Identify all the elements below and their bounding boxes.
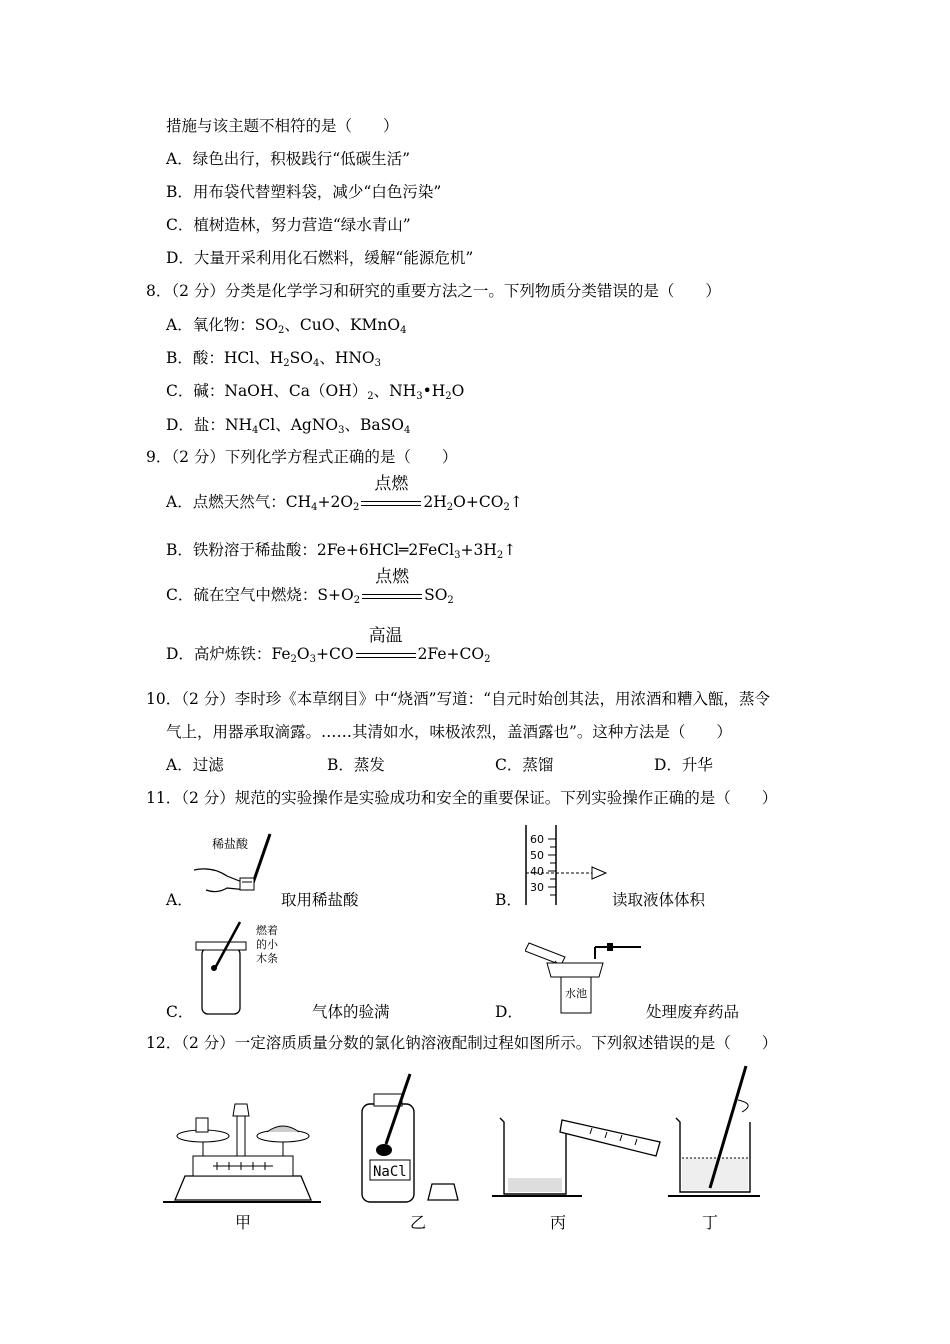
step-label-ding: 丁 bbox=[702, 1213, 719, 1232]
q9-stem: 9．（2 分）下列化学方程式正确的是（ ） bbox=[146, 448, 458, 466]
splint-label-line3: 木条 bbox=[256, 952, 278, 965]
q8-option-b: B．酸：HCl、$H_2SO_4$、$HNO_3$ bbox=[166, 349, 381, 369]
q7-stem-tail: 措施与该主题不相符的是（ ） bbox=[166, 117, 399, 135]
gas-bottle-with-splint-image bbox=[192, 920, 302, 1018]
q10-option-c: C．蒸馏 bbox=[495, 756, 554, 774]
q10-stem-line2: 气上，用器承取滴露。……其清如水，味极浓烈，盖酒露也”。这种方法是（ ） bbox=[166, 723, 732, 741]
q7-option-b: B．用布袋代替塑料袋，减少“白色污染” bbox=[166, 183, 442, 201]
q7-option-d: D．大量开采利用化石燃料，缓解“能源危机” bbox=[166, 249, 474, 267]
q8-option-d: D．盐：$NH_4Cl$、AgNO$_3$、BaSO$_4$ bbox=[166, 416, 411, 436]
q11-option-b-letter: B． bbox=[495, 891, 522, 909]
q7-option-a: A．绿色出行，积极践行“低碳生活” bbox=[166, 150, 411, 168]
q11-option-d-letter: D． bbox=[495, 1003, 523, 1021]
q10-option-d: D．升华 bbox=[654, 756, 713, 774]
dropper-with-hand-image bbox=[192, 828, 282, 900]
dilute-hcl-label: 稀盐酸 bbox=[212, 837, 249, 851]
q11-option-d-caption: 处理废弃药品 bbox=[646, 1003, 740, 1021]
pouring-water-image bbox=[492, 1090, 672, 1200]
sink-label: 水池 bbox=[565, 987, 587, 1000]
nacl-label: NaCl bbox=[373, 1164, 407, 1180]
q11-option-c-letter: C． bbox=[166, 1003, 194, 1021]
scale-30: 30 bbox=[530, 881, 544, 894]
q8-option-d-content: $NH_4Cl$、AgNO$_3$、BaSO$_4$ bbox=[224, 416, 411, 436]
scale-60: 60 bbox=[530, 833, 544, 846]
q11-stem: 11．（2 分）规范的实验操作是实验成功和安全的重要保证。下列实验操作正确的是（ ） bbox=[146, 789, 778, 807]
q11-option-a-caption: 取用稀盐酸 bbox=[281, 891, 359, 909]
q11-option-c-caption: 气体的验满 bbox=[312, 1003, 390, 1021]
nacl-reagent-jar-image bbox=[352, 1072, 472, 1206]
q8-option-c-content: NaOH、$Ca(OH)_2$、$NH_3•H_2O$ bbox=[224, 382, 465, 402]
q8-option-c: C．碱：NaOH、$Ca(OH)_2$、$NH_3•H_2O$ bbox=[166, 382, 465, 402]
reaction-condition-arrow: 点燃 bbox=[362, 589, 422, 603]
q8-option-a: A．氧化物：$SO_2$、CuO、KMnO$_4$ bbox=[166, 316, 407, 336]
q10-stem-line1: 10．（2 分）李时珍《本草纲目》中“烧酒”写道：“自元时始创其法，用浓酒和糟入甑，蒸令 bbox=[146, 690, 771, 708]
q9-option-c: C．硫在空气中燃烧：$S+O_2$ 点燃 $SO_2$ bbox=[166, 567, 454, 606]
q8-option-a-content: $SO_2$、CuO、KMnO$_4$ bbox=[254, 316, 407, 336]
q9-option-b: B．铁粉溶于稀盐酸：$2Fe+6HCl═2FeCl_3+3H_2↑$ bbox=[166, 541, 517, 561]
q7-option-c: C．植树造林，努力营造“绿水青山” bbox=[166, 216, 411, 234]
q9-option-d: D．高炉炼铁：$Fe_2O_3+CO$ 高温 $2Fe+CO_2$ bbox=[166, 626, 491, 665]
q12-stem: 12．（2 分）一定溶质质量分数的氯化钠溶液配制过程如图所示。下列叙述错误的是（ ） bbox=[146, 1034, 778, 1052]
q8-option-b-content: HCl、$H_2SO_4$、$HNO_3$ bbox=[223, 349, 381, 369]
q11-option-a-letter: A． bbox=[166, 891, 193, 909]
q8-stem: 8．（2 分）分类是化学学习和研究的重要方法之一。下列物质分类错误的是（ ） bbox=[146, 282, 721, 300]
stirring-beaker-image bbox=[668, 1064, 768, 1204]
balance-scale-image bbox=[163, 1070, 323, 1206]
step-label-yi: 乙 bbox=[410, 1213, 427, 1232]
q10-option-b: B．蒸发 bbox=[327, 756, 385, 774]
q9-option-a: A．点燃天然气：$CH_4+2O_2$ 点燃 $2H_2O+CO_2↑$ bbox=[166, 474, 523, 513]
graduated-cylinder-image bbox=[522, 825, 612, 905]
splint-label-line2: 的小 bbox=[256, 938, 278, 951]
q11-option-b-caption: 读取液体体积 bbox=[612, 891, 706, 909]
scale-40: 40 bbox=[530, 865, 544, 878]
splint-label-line1: 燃着 bbox=[256, 924, 278, 937]
q10-option-a: A．过滤 bbox=[166, 756, 224, 774]
scale-50: 50 bbox=[530, 849, 544, 862]
step-label-bing: 丙 bbox=[550, 1213, 567, 1232]
step-label-jia: 甲 bbox=[235, 1213, 252, 1232]
waste-into-sink-image bbox=[525, 935, 645, 1019]
reaction-condition-arrow: 高温 bbox=[356, 648, 416, 662]
reaction-condition-arrow: 点燃 bbox=[361, 496, 421, 510]
